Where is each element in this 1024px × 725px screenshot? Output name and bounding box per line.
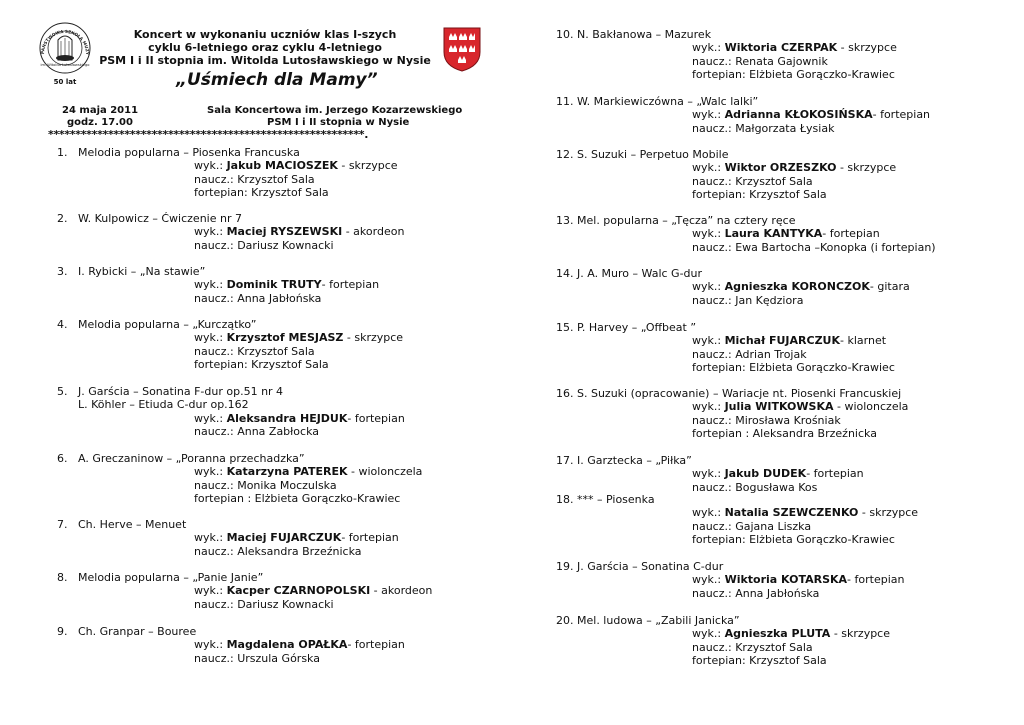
performer-prefix: wyk.: [692,108,725,122]
performer-line [194,278,379,291]
item-number: 4. [57,318,68,331]
performer-name: Jakub DUDEK [724,467,807,481]
performer-name: Kacper CZARNOPOLSKI [226,584,371,598]
performer-name: Aleksandra HEJDUK [226,411,348,425]
performer-line [194,412,405,425]
performer-name: Julia WITKOWSKA [724,400,834,414]
item-number: 5. [57,385,68,398]
detail-line: naucz.: Małgorzata Łysiak [692,121,835,135]
detail-line: fortepian: Krzysztof Sala [194,358,329,372]
performer-instrument: - skrzypce [343,331,404,345]
detail-line: naucz.: Anna Zabłocka [194,425,319,439]
header-line-3: PSM I i II stopnia im. Witolda Lutosławskiego w Nysie [99,54,431,67]
item-number: 7. [57,518,68,531]
performer-name: Maciej FUJARCZUK [226,531,342,545]
performer-prefix: wyk.: [194,465,227,479]
item-number: 9. [57,625,68,638]
performer-prefix: wyk.: [692,573,725,587]
performer-line [194,531,399,544]
performer-instrument: - wiolonczela [347,465,423,479]
school-logo [36,14,94,86]
piece-title: I. Rybicki – „Na stawie” [78,265,206,278]
concert-hall: Sala Koncertowa im. Jerzego Kozarzewskiego [207,105,463,116]
item-number: 15. [556,321,574,334]
performer-line [692,227,880,240]
performer-name: Wiktoria KOTARSKA [724,573,848,587]
performer-prefix: wyk.: [194,531,227,545]
performer-prefix: wyk.: [692,627,725,641]
performer-line [194,638,405,651]
piece-title: *** – Piosenka [577,493,655,506]
performer-instrument: - fortepian [347,411,405,425]
piece-title: J. Garścia – Sonatina C-dur [577,560,724,573]
logo-ring-text: PAŃSTWOWA SZKOŁA MUZY [39,28,91,55]
piece-title: J. Garścia – Sonatina F-dur op.51 nr 4 [78,385,284,398]
performer-instrument: - klarnet [840,334,887,348]
performer-name: Agnieszka KORONCZOK [724,280,870,294]
piece-title: Melodia popularna – „Kurczątko” [78,318,257,331]
performer-line [194,331,403,344]
detail-line: naucz.: Jan Kędziora [692,293,804,307]
performer-instrument: - skrzypce [830,627,890,641]
detail-line: naucz.: Dariusz Kownacki [194,238,334,252]
performer-instrument: - fortepian [822,227,880,241]
performer-prefix: wyk.: [692,227,725,241]
detail-line: naucz.: Ewa Bartocha –Konopka (i fortepian) [692,240,936,254]
detail-line: naucz.: Krzysztof Sala [692,640,813,654]
item-number: 14. [556,267,574,280]
performer-line [194,159,398,172]
detail-line: naucz.: Gajana Liszka [692,519,812,533]
performer-instrument: - fortepian [847,573,905,587]
nysa-crest [442,26,482,72]
performer-line [692,467,864,480]
item-number: 18. [556,493,574,506]
detail-line: fortepian: Krzysztof Sala [194,186,329,200]
performer-prefix: wyk.: [194,411,227,425]
performer-prefix: wyk.: [692,334,725,348]
item-number: 12. [556,148,574,161]
performer-name: Wiktoria CZERPAK [724,41,838,55]
piece-title: I. Garztecka – „Piłka” [577,454,692,467]
detail-line: naucz.: Monika Moczulska [194,478,337,492]
detail-line: fortepian: Krzysztof Sala [692,188,827,202]
detail-line: naucz.: Adrian Trojak [692,347,807,361]
concert-date: 24 maja 2011 [62,105,139,116]
piece-title: A. Greczaninow – „Poranna przechadzka” [78,452,305,465]
performer-line [692,627,890,640]
separator-stars: **********************************************************. [48,128,369,141]
logo-patron-name: im. Witolda Lutosławskiego [40,63,90,67]
detail-line: naucz.: Dariusz Kownacki [194,597,334,611]
performer-prefix: wyk.: [692,506,725,520]
piece-title-2: L. Köhler – Etiuda C-dur op.162 [78,398,249,412]
performer-prefix: wyk.: [692,280,725,294]
performer-line [692,108,930,121]
performer-line [692,506,918,519]
performer-line [692,400,908,413]
piece-title: Mel. ludowa – „Zabili Janicka” [577,614,740,627]
performer-line [194,465,422,478]
detail-line: naucz.: Anna Jabłońska [194,291,322,305]
piece-title: Melodia popularna – Piosenka Francuska [78,146,300,159]
performer-prefix: wyk.: [692,400,725,414]
performer-line [194,225,404,238]
piece-title: Melodia popularna – „Panie Janie” [78,571,264,584]
logo-years: 50 lat [53,78,77,86]
performer-prefix: wyk.: [194,638,227,652]
performer-instrument: - fortepian [341,531,399,545]
header-line-1: Koncert w wykonaniu uczniów klas I-szych [133,28,397,41]
performer-instrument: - skrzypce [836,161,897,175]
detail-line: naucz.: Krzysztof Sala [194,172,315,186]
detail-line: naucz.: Aleksandra Brzeźnicka [194,544,362,558]
piece-title: N. Bakłanowa – Mazurek [577,28,712,41]
concert-school: PSM I i II stopnia w Nysie [267,117,410,128]
piece-title: S. Suzuki (opracowanie) – Wariacje nt. Piosenki Francuskiej [577,387,902,400]
performer-name: Jakub MACIOSZEK [226,159,338,173]
performer-name: Laura KANTYKA [724,227,823,241]
header-line-2: cyklu 6-letniego oraz cyklu 4-letniego [148,41,382,54]
detail-line: fortepian : Elżbieta Gorączko-Krawiec [194,492,401,506]
performer-name: Maciej RYSZEWSKI [226,225,343,239]
performer-line [692,161,896,174]
performer-name: Agnieszka PLUTA [724,627,831,641]
performer-instrument: - fortepian [806,467,864,481]
item-number: 10. [556,28,574,41]
performer-name: Michał FUJARCZUK [724,334,841,348]
performer-prefix: wyk.: [194,159,227,173]
detail-line: naucz.: Urszula Górska [194,651,320,665]
item-number: 20. [556,614,574,627]
detail-line: fortepian: Elżbieta Gorączko-Krawiec [692,533,895,547]
piece-title: W. Kulpowicz – Ćwiczenie nr 7 [78,212,242,225]
piece-title: Mel. popularna – „Tęcza” na cztery ręce [577,214,796,227]
detail-line: fortepian: Krzysztof Sala [692,654,827,668]
item-number: 8. [57,571,68,584]
performer-line [692,334,886,347]
piece-title: W. Markiewiczówna – „Walc lalki” [577,95,759,108]
detail-line: fortepian: Elżbieta Gorączko-Krawiec [692,68,895,82]
performer-name: Wiktor ORZESZKO [724,161,837,175]
performer-name: Adrianna KŁOKOSIŃSKA [724,108,873,122]
item-number: 2. [57,212,68,225]
performer-prefix: wyk.: [194,278,227,292]
item-number: 6. [57,452,68,465]
performer-instrument: - gitara [869,280,910,294]
piece-title: Ch. Granpar – Bouree [78,625,197,638]
performer-instrument: - skrzypce [858,506,919,520]
piece-title: Ch. Herve – Menuet [78,518,187,531]
performer-instrument: - fortepian [347,638,405,652]
performer-prefix: wyk.: [692,161,725,175]
performer-name: Natalia SZEWCZENKO [724,506,859,520]
item-number: 16. [556,387,574,400]
item-number: 1. [57,146,68,159]
performer-line [692,280,910,293]
item-number: 11. [556,95,574,108]
detail-line: fortepian : Aleksandra Brzeźnicka [692,427,877,441]
concert-time: godz. 17.00 [67,117,133,128]
piece-title: J. A. Muro – Walc G-dur [577,267,703,280]
performer-prefix: wyk.: [692,41,725,55]
performer-instrument: - fortepian [872,108,931,122]
item-number: 3. [57,265,68,278]
item-number: 13. [556,214,574,227]
detail-line: naucz.: Anna Jabłońska [692,586,820,600]
performer-instrument: - akordeon [342,225,405,239]
performer-line [692,573,904,586]
piece-title: S. Suzuki – Perpetuo Mobile [577,148,729,161]
detail-line: fortepian: Elżbieta Gorączko-Krawiec [692,361,895,375]
performer-instrument: - wiolonczela [833,400,909,414]
performer-prefix: wyk.: [194,331,227,345]
performer-prefix: wyk.: [194,225,227,239]
performer-name: Krzysztof MESJASZ [226,331,344,345]
performer-name: Dominik TRUTY [226,278,322,292]
detail-line: naucz.: Krzysztof Sala [194,344,315,358]
performer-prefix: wyk.: [194,584,227,598]
performer-instrument: - skrzypce [837,41,897,55]
performer-prefix: wyk.: [692,467,725,481]
performer-instrument: - skrzypce [337,159,398,173]
performer-line [194,584,432,597]
detail-line: naucz.: Renata Gajownik [692,54,828,68]
item-number: 19. [556,560,574,573]
performer-line [692,41,897,54]
performer-instrument: - akordeon [370,584,433,598]
performer-instrument: - fortepian [321,278,380,292]
detail-line: naucz.: Bogusława Kos [692,480,818,494]
detail-line: naucz.: Mirosława Krośniak [692,413,841,427]
piece-title: P. Harvey – „Offbeat ” [577,321,697,334]
performer-name: Magdalena OPAŁKA [226,638,348,652]
detail-line: naucz.: Krzysztof Sala [692,174,813,188]
item-number: 17. [556,454,574,467]
performer-name: Katarzyna PATEREK [226,465,348,479]
concert-title: „Uśmiech dla Mamy” [176,70,378,90]
